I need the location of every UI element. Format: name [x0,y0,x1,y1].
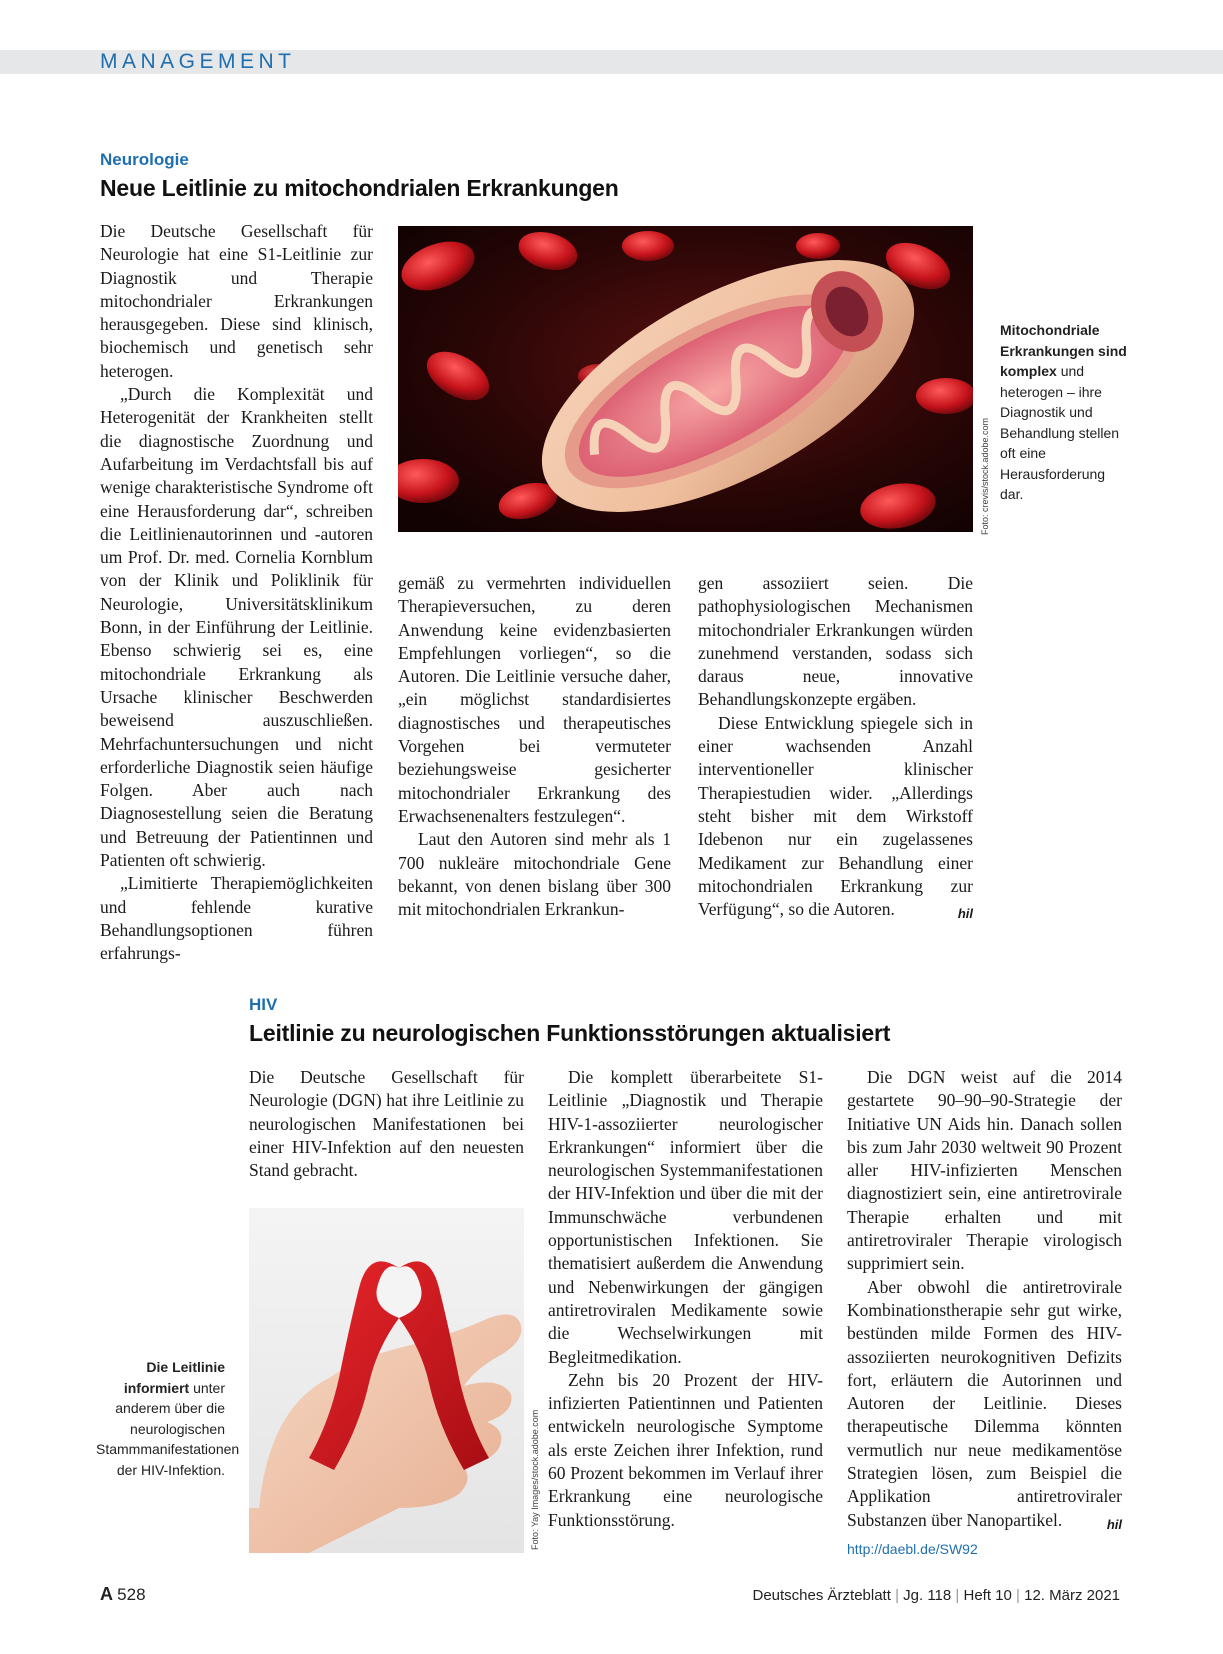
paragraph [847,1276,1122,1532]
paragraph: Die komplett überarbeitete S1-Leitlinie „Diagnostik und Therapie HIV-1-assoziierter neurologischer Erkrankungen“ informiert über die neurologischen Systemmanifestationen der HIV-Infektion und über die mit der Immunschwäche verbundenen opportunistischen Infektionen. Sie thematisiert außerdem die Anwendung und Nebenwirkungen der gängigen antiretroviralen Medikamente sowie die Wechselwirkungen mit Begleitmedikation. [548,1067,823,1367]
red-ribbon-illustration [249,1208,524,1553]
paragraph: Zehn bis 20 Prozent der HIV-infizierten Patientinnen und Patienten entwickeln neurologische Symptome als erste Zeichen ihrer Infektion, rund 60 Prozent bekommen im Verlauf ihrer Erkrankung eine neurologische Funktionsstörung. [548,1369,823,1530]
article2-column-1 [249,1066,524,1182]
article1-kicker: Neurologie [100,150,189,169]
article2-title: Leitlinie zu neurologischen Funktionsstörungen aktualisiert [249,1020,891,1046]
article1-caption [1000,320,1130,505]
article1-column-2 [398,572,671,921]
article2-column-2 [548,1066,823,1532]
article2-kicker: HIV [249,995,278,1014]
caption-bold: Mitochondriale Erkrankungen sind komplex [1000,322,1127,379]
paragraph: Die Deutsche Gesellschaft für Neurologie hat eine S1-Leitlinie zur Diagnostik und Therapie mitochondrialer Erkrankungen herausgegeben. Diese sind klinisch, biochemisch und genetisch sehr heterogen. [100,221,373,381]
red-ribbon-image [249,1208,524,1553]
paragraph: „Durch die Komplexität und Heterogenität der Krankheiten stellt die diagnostische Zuordnung und Aufarbeitung im Verdachtsfall bis auf wenige charakteristische Syndrome oft eine Herausforderung dar“, schreiben die Leitlinienautorinnen und -autoren um Prof. Dr. med. Cornelia Kornblum von der Klinik und Poliklinik für Neurologie, Universitätsklinikum Bonn, in der Einführung der Leitlinie. Ebenso schwierig sei es, eine mitochondriale Erkrankung als Ursache klinischer Beschwerden beweisend auszuschließen. Mehrfachuntersuchungen und nicht erforderliche Diagnostik seien häufige Folgen. Aber auch nach Diagnosestellung seien die Beratung und Betreuung der Patientinnen und Patienten oft schwierig. [100,384,373,871]
article1-image-credit: Foto: crevis/stock.adobe.com [980,417,990,535]
page-prefix: A [100,1584,113,1604]
page-number-value: 528 [117,1585,146,1604]
mitochondria-illustration [398,226,973,532]
paragraph: Die Deutsche Gesellschaft für Neurologie (DGN) hat ihre Leitlinie zu neurologischen Manifestationen bei einer HIV-Infektion auf den neuesten Stand gebracht. [249,1067,524,1181]
article-link[interactable]: http://daebl.de/SW92 [847,1540,978,1557]
section-label: MANAGEMENT [100,50,296,73]
paragraph: Die DGN weist auf die 2014 gestartete 90–90–90-Strategie der Initiative UN Aids hin. Danach sollen bis zum Jahr 2030 weltweit 90 Prozent aller HIV-infizierten Menschen diagnostiziert sein, eine antiretrovirale Therapie erhalten und mit antiretroviraler Therapie virologisch supprimiert sein. [847,1067,1122,1274]
caption-text: unter anderem über die neurologischen Stammmanifestationen der HIV-Infektion. [96,1379,240,1478]
paragraph-text: Diese Entwicklung spiegele sich in einer wachsenden Anzahl interventioneller klinischer Therapiestudien wider. „Allerdings steht bisher mit dem Wirkstoff Idebenon nur ein zugelassenes Medikament zur Behandlung einer mitochondrialen Erkrankung zur Verfügung“, so die Autoren. [698,712,973,920]
paragraph: gen assoziiert seien. Die pathophysiologischen Mechanismen mitochondrialer Erkrankungen würden zunehmend verstanden, sodass sich daraus neue, innovative Behandlungskonzepte ergäben. [698,573,973,710]
journal-volume: Jg. 118 [903,1587,952,1604]
article2-caption [96,1357,240,1480]
paragraph: „Limitierte Therapiemöglichkeiten und fehlende kurative Behandlungsoptionen führen erfahrungs- [100,873,373,964]
caption-text: und heterogen – ihre Diagnostik und Behandlung stellen oft eine Herausforderung dar. [1000,363,1120,502]
paragraph: gemäß zu vermehrten individuellen Therapieversuchen, zu deren Anwendung keine evidenzbasierten Empfehlungen vorliegen“, so die Autoren. Die Leitlinie versuche daher, „ein möglichst standardisiertes diagnostisches und therapeutisches Vorgehen bei vermuteter beziehungsweise gesicherter mitochondrialer Erkrankung des Erwachsenenalters festzulegen“. [398,573,671,826]
mitochondria-image [398,226,973,532]
paragraph [698,712,973,922]
article1-column-3 [698,572,973,925]
journal-info: Deutsches Ärzteblatt | Jg. 118 | Heft 10 | 12. März 2021 [752,1587,1120,1604]
caption-bold: Die Leitlinie informiert [123,1359,225,1396]
journal-issue: Heft 10 [963,1587,1012,1604]
journal-date: 12. März 2021 [1024,1587,1120,1604]
article1-title: Neue Leitlinie zu mitochondrialen Erkrankungen [100,175,619,201]
article2-column-3 [847,1066,1122,1561]
article2-image-credit: Foto: Yay Images/stock.adobe.com [530,1409,540,1550]
author-signature: hil [957,906,973,922]
page-number [100,1584,146,1605]
journal-name: Deutsches Ärzteblatt [752,1587,891,1604]
paragraph-text: Aber obwohl die antiretrovirale Kombinationstherapie sehr gut wirke, bestünden milde Formen des HIV-assoziierten neurokognitiven Defizits fort, erläutern die Autorinnen und Autoren der Leitlinie. Dieses therapeutische Dilemma könnten vermutlich nur neue medikamentöse Strategien lösen, zum Beispiel die Applikation antiretroviraler Substanzen über Nanopartikel. [847,1276,1122,1530]
paragraph: Laut den Autoren sind mehr als 1 700 nukleäre mitochondriale Gene bekannt, von denen bislang über 300 mit mitochondrialen Erkrankun- [398,829,671,920]
author-signature: hil [1106,1516,1122,1532]
article1-column-1 [100,220,373,966]
